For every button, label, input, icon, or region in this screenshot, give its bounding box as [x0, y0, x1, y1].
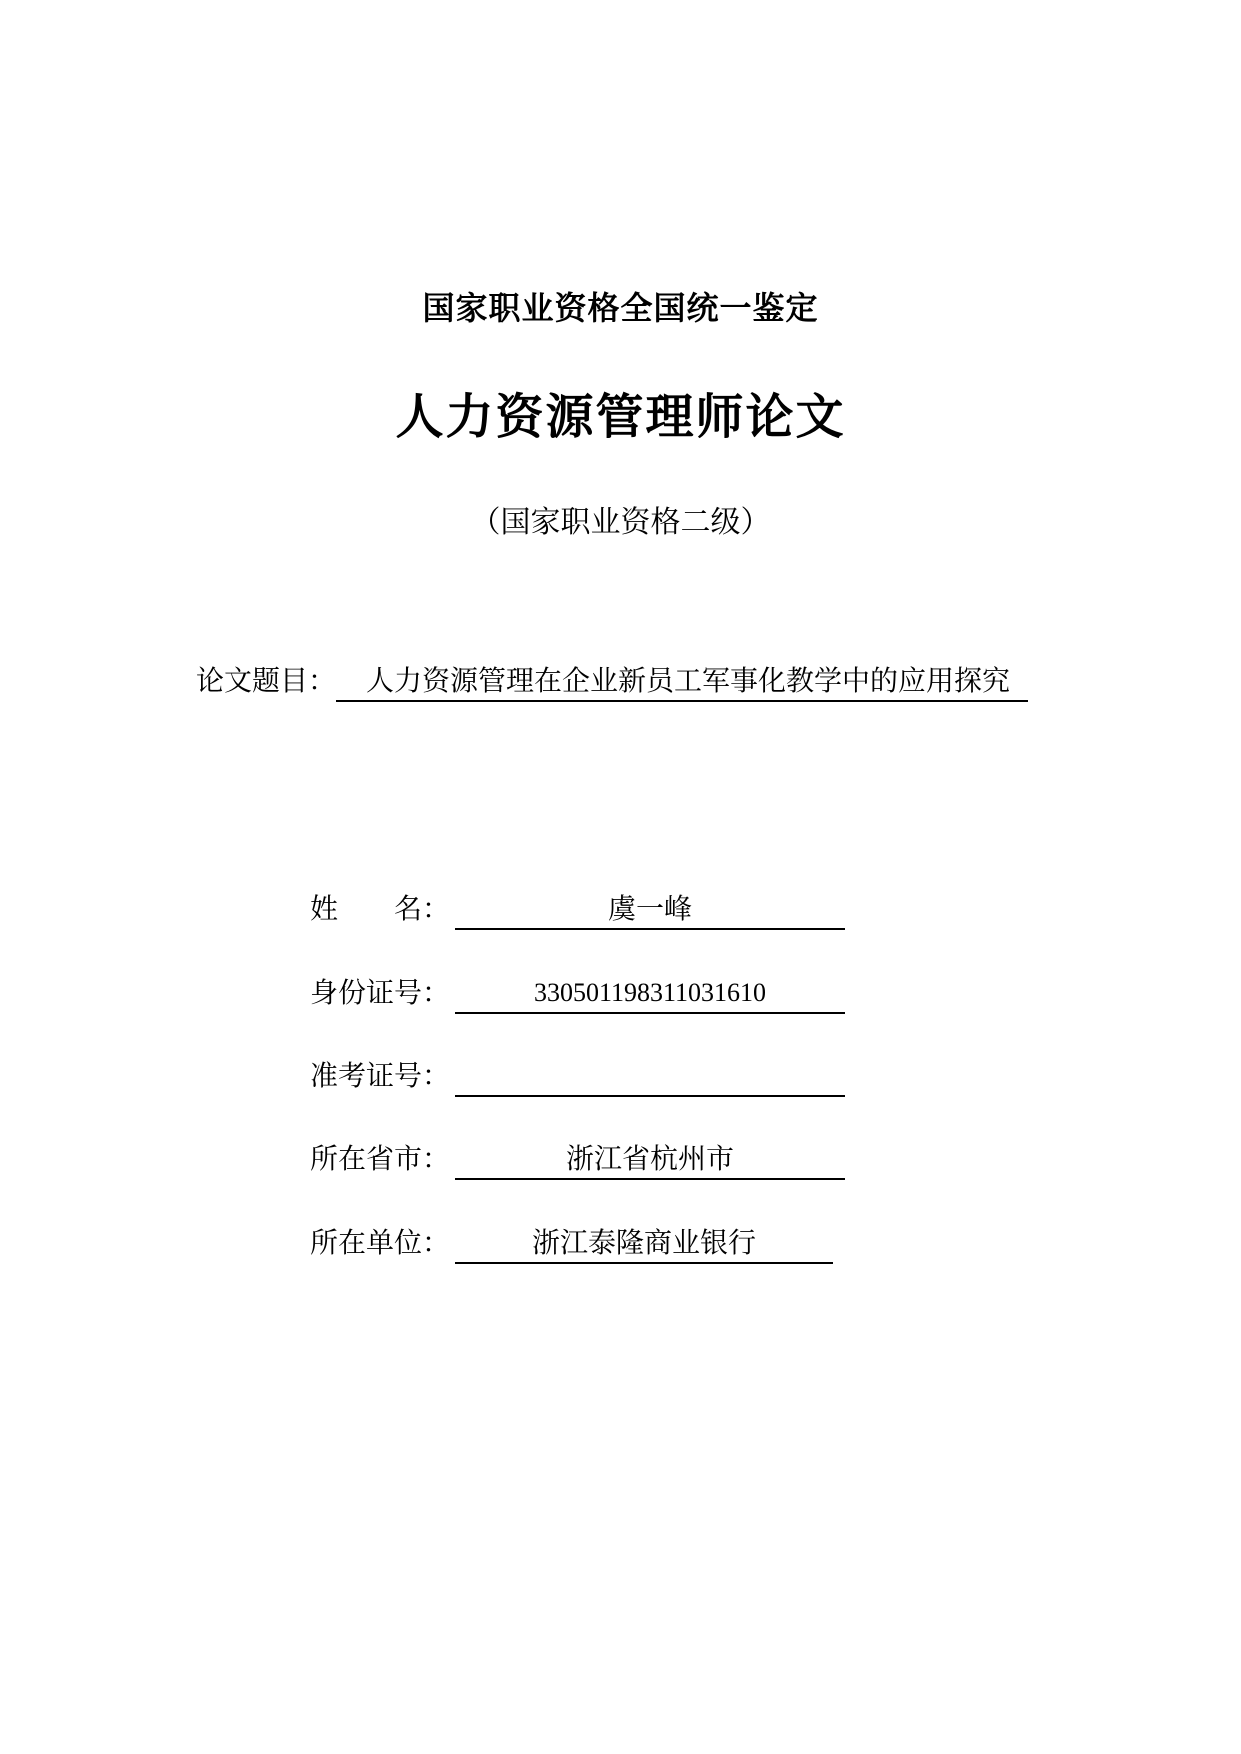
- exam-name-heading: 国家职业资格全国统一鉴定: [422, 289, 819, 327]
- document-title: 人力资源管理师论文: [395, 389, 846, 445]
- province-city-label: 所在省市：: [310, 1142, 451, 1175]
- exam-number-value: [455, 1055, 845, 1097]
- work-unit-label: 所在单位：: [310, 1226, 451, 1259]
- province-city-value: 浙江省杭州市: [455, 1138, 845, 1180]
- thesis-title-label: 论文题目：: [196, 664, 337, 697]
- exam-number-label: 准考证号：: [310, 1059, 451, 1092]
- work-unit-value: 浙江泰隆商业银行: [455, 1222, 833, 1264]
- id-number-label: 身份证号：: [310, 976, 451, 1009]
- thesis-title-row: [196, 660, 1028, 702]
- name-label: [310, 888, 455, 930]
- id-number-value: 330501198311031610: [455, 972, 845, 1014]
- thesis-title-value: 人力资源管理在企业新员工军事化教学中的应用探究: [336, 660, 1028, 702]
- name-label-second: 名：: [393, 892, 450, 925]
- name-label-first: 姓: [310, 892, 339, 925]
- name-value: 虞一峰: [455, 888, 845, 930]
- qualification-level: （国家职业资格二级）: [470, 505, 771, 540]
